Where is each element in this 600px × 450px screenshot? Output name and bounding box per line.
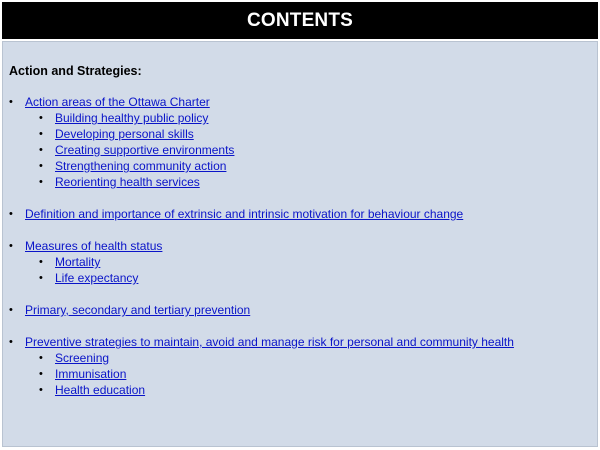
contents-list xyxy=(3,94,597,398)
contents-sublink[interactable]: Health education xyxy=(55,383,146,397)
bullet-icon: • xyxy=(39,160,43,172)
contents-link[interactable]: Preventive strategies to maintain, avoid and manage risk for personal and community health xyxy=(25,335,514,349)
contents-sublink[interactable]: Strengthening community action xyxy=(55,159,227,173)
contents-subitem[interactable] xyxy=(3,254,597,270)
contents-item[interactable] xyxy=(3,94,597,110)
contents-item[interactable] xyxy=(3,238,597,254)
contents-item[interactable] xyxy=(3,206,597,222)
contents-item[interactable] xyxy=(3,334,597,350)
contents-subitem[interactable] xyxy=(3,270,597,286)
bullet-icon: • xyxy=(9,240,13,252)
bullet-icon: • xyxy=(39,272,43,284)
contents-sublink[interactable]: Reorienting health services xyxy=(55,175,200,189)
bullet-icon: • xyxy=(39,368,43,380)
bullet-icon: • xyxy=(9,336,13,348)
contents-link[interactable]: Definition and importance of extrinsic and intrinsic motivation for behaviour change xyxy=(25,207,464,221)
bullet-icon: • xyxy=(39,128,43,140)
page-title: CONTENTS xyxy=(246,9,354,31)
bullet-icon: • xyxy=(39,112,43,124)
contents-subitem[interactable] xyxy=(3,350,597,366)
contents-subitem[interactable] xyxy=(3,366,597,382)
contents-panel xyxy=(2,41,598,447)
bullet-icon: • xyxy=(39,352,43,364)
contents-subitem[interactable] xyxy=(3,382,597,398)
contents-sublink[interactable]: Life expectancy xyxy=(55,271,139,285)
contents-link[interactable]: Action areas of the Ottawa Charter xyxy=(25,95,210,109)
contents-subitem[interactable] xyxy=(3,142,597,158)
bullet-icon: • xyxy=(9,208,13,220)
bullet-icon: • xyxy=(9,304,13,316)
bullet-icon: • xyxy=(39,256,43,268)
contents-sublink[interactable]: Screening xyxy=(55,351,110,365)
contents-sublink[interactable]: Mortality xyxy=(55,255,101,269)
contents-subitem[interactable] xyxy=(3,126,597,142)
section-heading: Action and Strategies: xyxy=(9,64,142,78)
bullet-icon: • xyxy=(39,384,43,396)
contents-sublink[interactable]: Immunisation xyxy=(55,367,127,381)
bullet-icon: • xyxy=(39,144,43,156)
bullet-icon: • xyxy=(9,96,13,108)
contents-link[interactable]: Measures of health status xyxy=(25,239,163,253)
contents-sublink[interactable]: Creating supportive environments xyxy=(55,143,235,157)
contents-sublink[interactable]: Building healthy public policy xyxy=(55,111,209,125)
title-bar xyxy=(2,2,598,39)
contents-sublink[interactable]: Developing personal skills xyxy=(55,127,194,141)
contents-item[interactable] xyxy=(3,302,597,318)
contents-subitem[interactable] xyxy=(3,158,597,174)
contents-link[interactable]: Primary, secondary and tertiary prevention xyxy=(25,303,251,317)
contents-subitem[interactable] xyxy=(3,110,597,126)
contents-subitem[interactable] xyxy=(3,174,597,190)
bullet-icon: • xyxy=(39,176,43,188)
